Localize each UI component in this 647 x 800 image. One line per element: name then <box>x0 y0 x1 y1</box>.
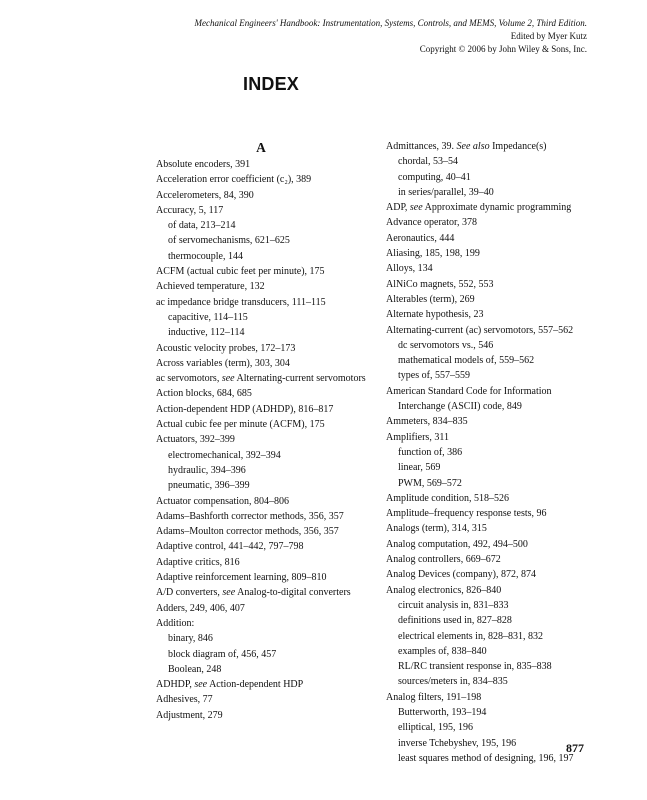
entry-text: Boolean, 248 <box>168 663 222 675</box>
entry-text: Amplifiers, 311 <box>386 431 449 443</box>
index-entry <box>156 172 366 187</box>
index-entry <box>156 570 366 585</box>
entry-text: Accuracy, 5, 117 <box>156 204 224 216</box>
index-entry <box>386 506 601 521</box>
see-target: Analog-to-digital converters <box>235 587 351 599</box>
entry-text: Ammeters, 834–835 <box>386 416 468 428</box>
entry-text: ADHDP, <box>156 679 195 691</box>
entry-text: Actuators, 392–399 <box>156 434 235 446</box>
entry-text: capacitive, 114–115 <box>168 311 248 323</box>
entry-text: in series/parallel, 39–40 <box>398 186 494 198</box>
index-subentry <box>386 644 601 659</box>
index-entry <box>386 215 601 230</box>
index-subentry <box>156 233 366 248</box>
index-entry <box>156 264 366 279</box>
index-entry <box>386 231 601 246</box>
entry-text: mathematical models of, 559–562 <box>398 355 535 367</box>
see-target: Approximate dynamic programming <box>422 202 572 214</box>
entry-text: Alternate hypothesis, 23 <box>386 309 484 321</box>
index-subentry <box>156 647 366 662</box>
entry-text: ac servomotors, <box>156 373 222 385</box>
index-subentry <box>386 368 601 383</box>
index-entry <box>386 277 601 292</box>
entry-text: A/D converters, <box>156 587 223 599</box>
book-title-line: Mechanical Engineers' Handbook: Instrumentation, Systems, Controls, and MEMS, Volume 2, Third Edition. <box>194 18 587 28</box>
index-entry <box>156 295 366 310</box>
index-subentry <box>386 170 601 185</box>
entry-text: RL/RC transient response in, 835–838 <box>398 661 552 673</box>
index-entry <box>156 509 366 524</box>
index-entry <box>386 139 601 154</box>
index-entry <box>156 524 366 539</box>
entry-text: ac impedance bridge transducers, 111–115 <box>156 296 326 308</box>
index-subentry <box>386 629 601 644</box>
entry-text: circuit analysis in, 831–833 <box>398 599 509 611</box>
index-entry <box>156 157 366 172</box>
entry-text: Adjustment, 279 <box>156 709 223 721</box>
see-reference: See also <box>456 141 490 152</box>
index-entry <box>386 200 601 215</box>
see-target: Alternating-current servomotors <box>234 373 366 385</box>
index-subentry <box>386 353 601 368</box>
entry-text: Analog Devices (company), 872, 874 <box>386 569 536 581</box>
entry-text: Amplitude condition, 518–526 <box>386 492 510 504</box>
index-entry <box>386 583 601 598</box>
index-entry <box>156 708 366 723</box>
entry-text: dc servomotors vs., 546 <box>398 339 494 351</box>
page-title: INDEX <box>243 74 300 94</box>
see-reference: see <box>194 679 208 691</box>
index-entry <box>156 203 366 218</box>
entry-text: Addition: <box>156 617 195 629</box>
index-subentry <box>156 662 366 677</box>
entry-text: Adaptive control, 441–442, 797–798 <box>156 541 304 553</box>
see-reference: see <box>221 373 235 385</box>
index-entry <box>156 616 366 631</box>
index-subentry <box>386 598 601 613</box>
entry-text: chordal, 53–54 <box>398 156 458 168</box>
copyright-line: Copyright © 2006 by John Wiley & Sons, Inc. <box>419 44 587 54</box>
index-entry <box>386 690 601 705</box>
index-entry <box>156 432 366 447</box>
index-entry <box>386 537 601 552</box>
entry-text: AlNiCo magnets, 552, 553 <box>386 278 494 290</box>
index-entry <box>156 417 366 432</box>
entry-text: Analog electronics, 826–840 <box>386 584 502 596</box>
entry-text: ADP, <box>386 202 410 214</box>
index-subentry <box>386 720 601 735</box>
index-entry <box>386 552 601 567</box>
index-entry <box>156 692 366 707</box>
entry-text: of servomechanisms, 621–625 <box>168 235 290 247</box>
entry-text: hydraulic, 394–396 <box>168 464 246 476</box>
index-subentry <box>156 310 366 325</box>
entry-text: elliptical, 195, 196 <box>398 722 473 734</box>
page-number: 877 <box>566 741 584 755</box>
entry-text: Adaptive reinforcement learning, 809–810 <box>156 572 327 584</box>
entry-text: examples of, 838–840 <box>398 645 487 657</box>
entry-text: sources/meters in, 834–835 <box>398 676 508 688</box>
index-subentry <box>156 478 366 493</box>
index-subentry <box>386 705 601 720</box>
index-subentry <box>386 613 601 628</box>
entry-text: Alterables (term), 269 <box>386 293 475 305</box>
entry-text: Advance operator, 378 <box>386 217 477 229</box>
index-subentry <box>386 476 601 491</box>
index-entry <box>156 356 366 371</box>
entry-text: Action-dependent HDP (ADHDP), 816–817 <box>156 403 334 415</box>
index-entry <box>386 323 601 338</box>
entry-text: pneumatic, 396–399 <box>168 480 250 492</box>
entry-text: Amplitude–frequency response tests, 96 <box>386 508 547 520</box>
index-subentry <box>156 631 366 646</box>
index-subentry <box>386 338 601 353</box>
index-entry <box>156 402 366 417</box>
index-entry <box>386 246 601 261</box>
entry-text: Acoustic velocity probes, 172–173 <box>156 342 296 354</box>
index-entry <box>156 555 366 570</box>
entry-text: electrical elements in, 828–831, 832 <box>398 630 543 642</box>
index-subentry <box>156 249 366 264</box>
index-entry <box>386 261 601 276</box>
entry-text: Action blocks, 684, 685 <box>156 388 252 400</box>
entry-text: Alternating-current (ac) servomotors, 557–562 <box>386 324 574 336</box>
index-entry <box>156 188 366 203</box>
entry-text: Actual cubic fee per minute (ACFM), 175 <box>156 419 325 431</box>
entry-text: Actuator compensation, 804–806 <box>156 495 290 507</box>
entry-text: Adams–Bashforth corrector methods, 356, 357 <box>156 510 344 522</box>
see-reference: see <box>409 202 423 214</box>
entry-text: definitions used in, 827–828 <box>398 615 512 627</box>
see-target: Action-dependent HDP <box>207 679 304 691</box>
editor-line: Edited by Myer Kutz <box>510 31 587 41</box>
entry-text: least squares method of designing, 196, 197 <box>398 752 574 764</box>
entry-text: American Standard Code for Information Interchange (ASCII) code, 849 <box>386 385 552 413</box>
entry-text: Across variables (term), 303, 304 <box>156 357 290 369</box>
index-entry <box>386 430 601 445</box>
section-letter: A <box>256 140 266 155</box>
index-entry <box>156 677 366 692</box>
index-entry <box>156 539 366 554</box>
index-subentry <box>156 218 366 233</box>
entry-text: Absolute encoders, 391 <box>156 159 251 170</box>
index-entry <box>156 341 366 356</box>
index-column-left <box>156 139 366 723</box>
entry-text: Accelerometers, 84, 390 <box>156 189 254 201</box>
index-subentry <box>386 154 601 169</box>
entry-text: Analogs (term), 314, 315 <box>386 523 487 535</box>
index-entry <box>386 567 601 582</box>
entry-text: Aeronautics, 444 <box>386 232 455 244</box>
index-entry <box>386 307 601 322</box>
entry-text: Analog controllers, 669–672 <box>386 554 501 566</box>
entry-text: Adhesives, 77 <box>156 694 213 706</box>
entry-text: thermocouple, 144 <box>168 250 243 262</box>
index-subentry <box>386 185 601 200</box>
entry-text: computing, 40–41 <box>398 171 471 183</box>
index-subentry <box>156 448 366 463</box>
entry-text: inverse Tchebyshev, 195, 196 <box>398 737 517 749</box>
see-reference: see <box>222 587 236 599</box>
index-subentry <box>156 463 366 478</box>
index-entry <box>386 414 601 429</box>
index-entry <box>386 491 601 506</box>
entry-text: Analog computation, 492, 494–500 <box>386 538 528 550</box>
see-target: Impedance(s) <box>489 141 547 152</box>
index-subentry <box>386 674 601 689</box>
index-entry <box>156 371 366 386</box>
index-entry <box>156 585 366 600</box>
entry-text: Adams–Moulton corrector methods, 356, 357 <box>156 526 339 538</box>
entry-text: of data, 213–214 <box>168 220 236 232</box>
entry-text: PWM, 569–572 <box>398 477 462 489</box>
entry-text: ACFM (actual cubic feet per minute), 175 <box>156 266 325 278</box>
entry-text: Alloys, 134 <box>386 263 433 275</box>
index-entry <box>156 279 366 294</box>
index-entry <box>156 494 366 509</box>
entry-text: Analog filters, 191–198 <box>386 691 482 703</box>
index-entry <box>386 384 601 415</box>
entry-text: Butterworth, 193–194 <box>398 706 487 718</box>
entry-text: types of, 557–559 <box>398 370 470 382</box>
index-subentry <box>386 460 601 475</box>
index-entry <box>156 386 366 401</box>
entry-text: Achieved temperature, 132 <box>156 281 265 293</box>
index-entry <box>386 292 601 307</box>
entry-text: function of, 386 <box>398 446 463 458</box>
entry-text: Admittances, 39. <box>386 141 457 152</box>
entry-text: Adders, 249, 406, 407 <box>156 602 245 614</box>
entry-text: Aliasing, 185, 198, 199 <box>386 248 480 260</box>
entry-text: Adaptive critics, 816 <box>156 556 240 568</box>
entry-text: inductive, 112–114 <box>168 327 245 339</box>
index-subentry <box>386 445 601 460</box>
running-header <box>195 17 587 56</box>
entry-text: electromechanical, 392–394 <box>168 449 281 461</box>
index-subentry <box>156 325 366 340</box>
index-subentry <box>386 659 601 674</box>
entry-text: block diagram of, 456, 457 <box>168 648 277 660</box>
index-column-right <box>386 139 601 766</box>
index-entry <box>386 521 601 536</box>
entry-text: linear, 569 <box>398 462 441 474</box>
entry-text: Acceleration error coefficient (c₂), 389 <box>156 174 312 186</box>
entry-text: binary, 846 <box>168 633 213 645</box>
index-entry <box>156 601 366 616</box>
